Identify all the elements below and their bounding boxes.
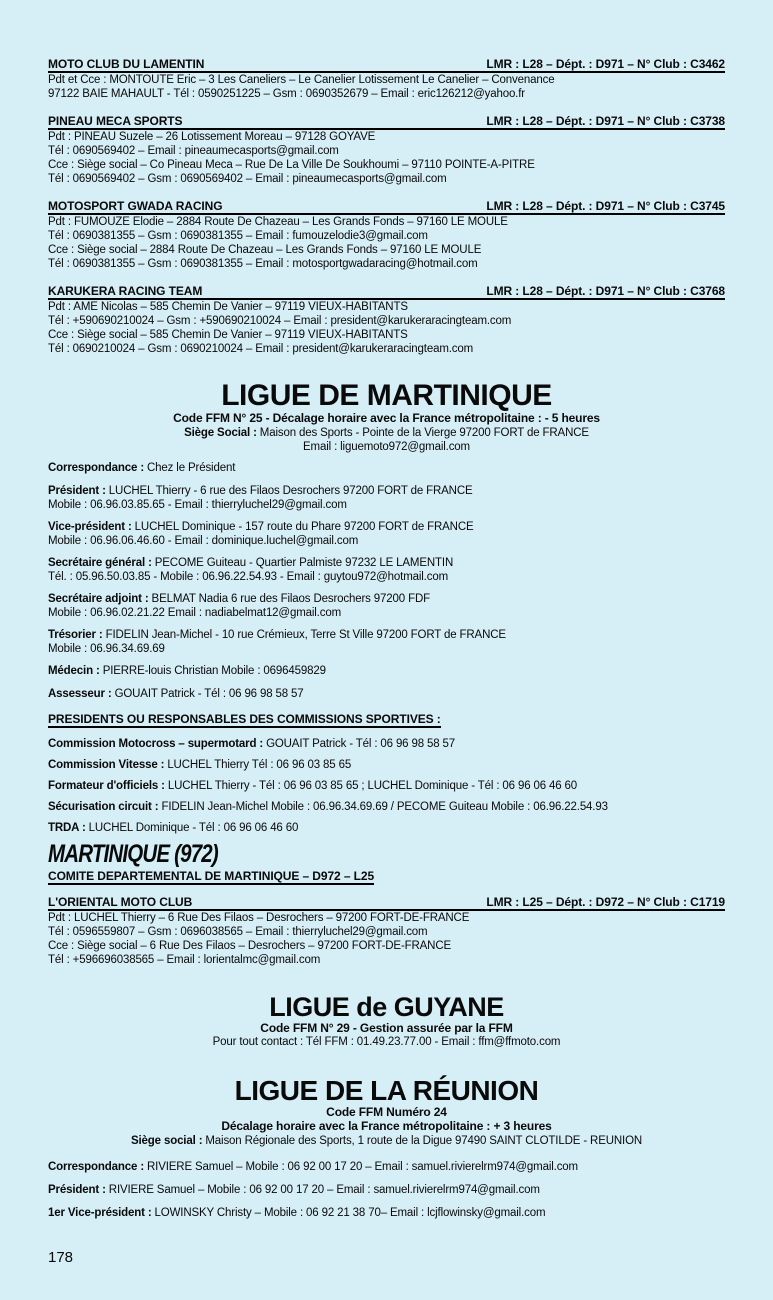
officer-correspondance: Correspondance : Chez le Président	[48, 461, 236, 474]
club-loriental-moto-club	[48, 895, 725, 967]
club-detail-line: Tél : 0690381355 – Gsm : 0690381355 – Email : motosportgwadaracing@hotmail.com	[48, 258, 478, 270]
reunion-correspondance: Correspondance : RIVIERE Samuel – Mobile : 06 92 00 17 20 – Email : samuel.rivierelrm974@gmail.com	[48, 1161, 578, 1173]
club-header	[48, 199, 725, 215]
club-header	[48, 57, 725, 73]
commission-motocross-supermotard: Commission Motocross – supermotard : GOUAIT Patrick - Tél : 06 96 98 58 57	[48, 737, 456, 750]
ligue-martinique-title: LIGUE DE MARTINIQUE	[221, 379, 552, 412]
club-detail-line: Cce : Siège social – 2884 Route De Chazeau – Les Grands Fonds – 97160 LE MOULE	[48, 244, 482, 256]
club-name: PINEAU MECA SPORTS	[48, 114, 183, 128]
securisation-circuit: Sécurisation circuit : FIDELIN Jean-Michel Mobile : 06.96.34.69.69 / PECOME Guiteau Mobile : 06.96.22.54.93	[48, 800, 608, 813]
ligue-reunion-decalage: Décalage horaire avec la France métropolitaine : + 3 heures	[221, 1119, 552, 1133]
commission-vitesse: Commission Vitesse : LUCHEL Thierry Tél : 06 96 03 85 65	[48, 758, 352, 771]
club-detail-line: Pdt : PINEAU Suzele – 26 Lotissement Moreau – 97128 GOYAVE	[48, 131, 376, 143]
officer-contact-line: Mobile : 06.96.02.21.22 Email : nadiabelmat12@gmail.com	[48, 606, 342, 619]
club-detail-line: Pdt : AME Nicolas – 585 Chemin De Vanier – 97119 VIEUX-HABITANTS	[48, 301, 408, 313]
club-detail-line: Pdt et Cce : MONTOUTE Eric – 3 Les Caneliers – Le Canelier Lotissement Le Canelier – Convenance	[48, 74, 555, 86]
officer-tresorier: Trésorier : FIDELIN Jean-Michel - 10 rue Crémieux, Terre St Ville 97200 FORT de FRANCE Mobile : 06.96.34.69.69	[48, 628, 725, 656]
officer-secretaire-adjoint: Secrétaire adjoint : BELMAT Nadia 6 rue des Filaos Desrochers 97200 FDF Mobile : 06.96.02.21.22 Email : nadiabelmat12@gmail.com	[48, 592, 725, 620]
reunion-1er-vice-president: 1er Vice-président : LOWINSKY Christy – Mobile : 06 92 21 38 70– Email : lcjflowinsky@gmail.com	[48, 1207, 546, 1219]
club-name: MOTO CLUB DU LAMENTIN	[48, 57, 205, 71]
club-detail-line: Tél : 0690569402 – Gsm : 0690569402 – Email : pineaumecasports@gmail.com	[48, 173, 447, 185]
club-ref-lmr: LMR : L25 – Dépt. : D972 – N° Club : C1719	[486, 894, 725, 909]
club-detail-line: Cce : Siège social – 6 Rue Des Filaos – Desrochers – 97200 FORT-DE-FRANCE	[48, 939, 451, 952]
ligue-martinique-siege	[48, 426, 725, 441]
club-moto-club-du-lamentin	[48, 57, 725, 101]
martinique-972-heading: MARTINIQUE (972)	[48, 839, 218, 868]
ligue-martinique-subtitle: Code FFM N° 25 - Décalage horaire avec la France métropolitaine : - 5 heures	[173, 411, 600, 425]
formateur-officiels: Formateur d'officiels : LUCHEL Thierry - Tél : 06 96 03 85 65 ; LUCHEL Dominique - Tél : 06 96 06 46 60	[48, 779, 578, 792]
club-detail-line: 97122 BAIE MAHAULT - Tél : 0590251225 – Gsm : 0690352679 – Email : eric126212@yahoo.fr	[48, 88, 525, 100]
officer-secretaire-general: Secrétaire général : PECOME Guiteau - Quartier Palmiste 97232 LE LAMENTIN Tél. : 05.96.50.03.85 - Mobile : 06.96.22.54.93 - Email : guytou972@hotmail.com	[48, 556, 725, 584]
comite-departemental-heading: COMITE DEPARTEMENTAL DE MARTINIQUE – D972 – L25	[48, 868, 375, 883]
officer-contact-line: Mobile : 06.96.06.46.60 - Email : dominique.luchel@gmail.com	[48, 534, 359, 547]
trda: TRDA : LUCHEL Dominique - Tél : 06 96 06 46 60	[48, 821, 299, 834]
club-detail-line: Tél : 0596559807 – Gsm : 0696038565 – Email : thierryluchel29@gmail.com	[48, 925, 428, 938]
officer-assesseur: Assesseur : GOUAIT Patrick - Tél : 06 96 98 58 57	[48, 687, 304, 700]
club-ref-lmr: LMR : L28 – Dépt. : D971 – N° Club : C3462	[486, 57, 725, 71]
reunion-president: Président : RIVIERE Samuel – Mobile : 06 92 00 17 20 – Email : samuel.rivierelrm974@gmail.com	[48, 1184, 540, 1196]
ligue-martinique-email: Email : liguemoto972@gmail.com	[303, 441, 470, 453]
club-detail-line: Pdt : LUCHEL Thierry – 6 Rue Des Filaos – Desrochers – 97200 FORT-DE-FRANCE	[48, 911, 470, 924]
ligue-reunion-code: Code FFM Numéro 24	[326, 1104, 447, 1119]
club-detail-line: Cce : Siège social – 585 Chemin De Vanier – 97119 VIEUX-HABITANTS	[48, 329, 408, 341]
club-detail-line: Tél : +596696038565 – Email : lorientalmc@gmail.com	[48, 953, 321, 966]
club-detail-line: Tél : 0690381355 – Gsm : 0690381355 – Email : fumouzelodie3@gmail.com	[48, 230, 428, 242]
commissions-heading: PRESIDENTS OU RESPONSABLES DES COMMISSIONS SPORTIVES :	[48, 711, 441, 726]
club-detail-line: Tél : 0690210024 – Gsm : 0690210024 – Email : president@karukeraracingteam.com	[48, 343, 474, 355]
ligue-reunion-title: LIGUE DE LA RÉUNION	[234, 1074, 539, 1106]
officer-medecin: Médecin : PIERRE-louis Christian Mobile : 0696459829	[48, 664, 326, 677]
officer-contact-line: Tél. : 05.96.50.03.85 - Mobile : 06.96.22.54.93 - Email : guytou972@hotmail.com	[48, 570, 449, 583]
ligue-guyane-subtitle: Code FFM N° 29 - Gestion assurée par la FFM	[260, 1020, 513, 1035]
officer-president: Président : LUCHEL Thierry - 6 rue des Filaos Desrochers 97200 FORT de FRANCE Mobile : 06.96.03.85.65 - Email : thierryluchel29@gmail.com	[48, 484, 725, 512]
officer-contact-line: Mobile : 06.96.34.69.69	[48, 642, 165, 655]
club-name: L'ORIENTAL MOTO CLUB	[48, 894, 193, 909]
club-ref-lmr: LMR : L28 – Dépt. : D971 – N° Club : C3745	[486, 199, 725, 213]
club-motosport-gwada-racing	[48, 199, 725, 271]
club-detail-line: Pdt : FUMOUZE Elodie – 2884 Route De Chazeau – Les Grands Fonds – 97160 LE MOULE	[48, 216, 508, 228]
officer-contact-line: Mobile : 06.96.03.85.65 - Email : thierryluchel29@gmail.com	[48, 498, 347, 511]
club-header	[48, 114, 725, 130]
club-pineau-meca-sports	[48, 114, 725, 186]
club-header	[48, 284, 725, 300]
ligue-martinique-officers	[48, 461, 725, 701]
siege-social-label: Siège Social :	[184, 426, 257, 439]
ligue-guyane-contact: Pour tout contact : Tél FFM : 01.49.23.77.00 - Email : ffm@ffmoto.com	[212, 1036, 561, 1048]
siege-social-label: Siège social :	[130, 1134, 203, 1147]
club-karukera-racing-team	[48, 284, 725, 356]
ligue-guyane-title: LIGUE de GUYANE	[269, 991, 504, 1022]
club-detail-line: Tél : 0690569402 – Email : pineaumecasports@gmail.com	[48, 145, 339, 157]
club-detail-line: Tél : +590690210024 – Gsm : +590690210024 – Email : president@karukeraracingteam.com	[48, 315, 512, 327]
page-number: 178	[48, 1249, 74, 1266]
club-detail-line: Cce : Siège social – Co Pineau Meca – Rue De La Ville De Soukhoumi – 97110 POINTE-A-PITRE	[48, 159, 535, 171]
club-name: KARUKERA RACING TEAM	[48, 284, 203, 298]
ligue-reunion-siege	[48, 1134, 725, 1149]
commissions-list	[48, 737, 725, 835]
siege-social-text: Maison des Sports - Pointe de la Vierge 97200 FORT de FRANCE	[259, 426, 589, 439]
club-header	[48, 895, 725, 911]
officer-vice-president: Vice-président : LUCHEL Dominique - 157 route du Phare 97200 FORT de FRANCE Mobile : 06.96.06.46.60 - Email : dominique.luchel@gmail.com	[48, 520, 725, 548]
ligue-reunion-officers	[48, 1160, 725, 1220]
club-ref-lmr: LMR : L28 – Dépt. : D971 – N° Club : C3768	[486, 284, 725, 298]
siege-social-text: Maison Régionale des Sports, 1 route de la Digue 97490 SAINT CLOTILDE - REUNION	[205, 1134, 643, 1147]
club-name: MOTOSPORT GWADA RACING	[48, 199, 223, 213]
club-ref-lmr: LMR : L28 – Dépt. : D971 – N° Club : C3738	[486, 114, 725, 128]
